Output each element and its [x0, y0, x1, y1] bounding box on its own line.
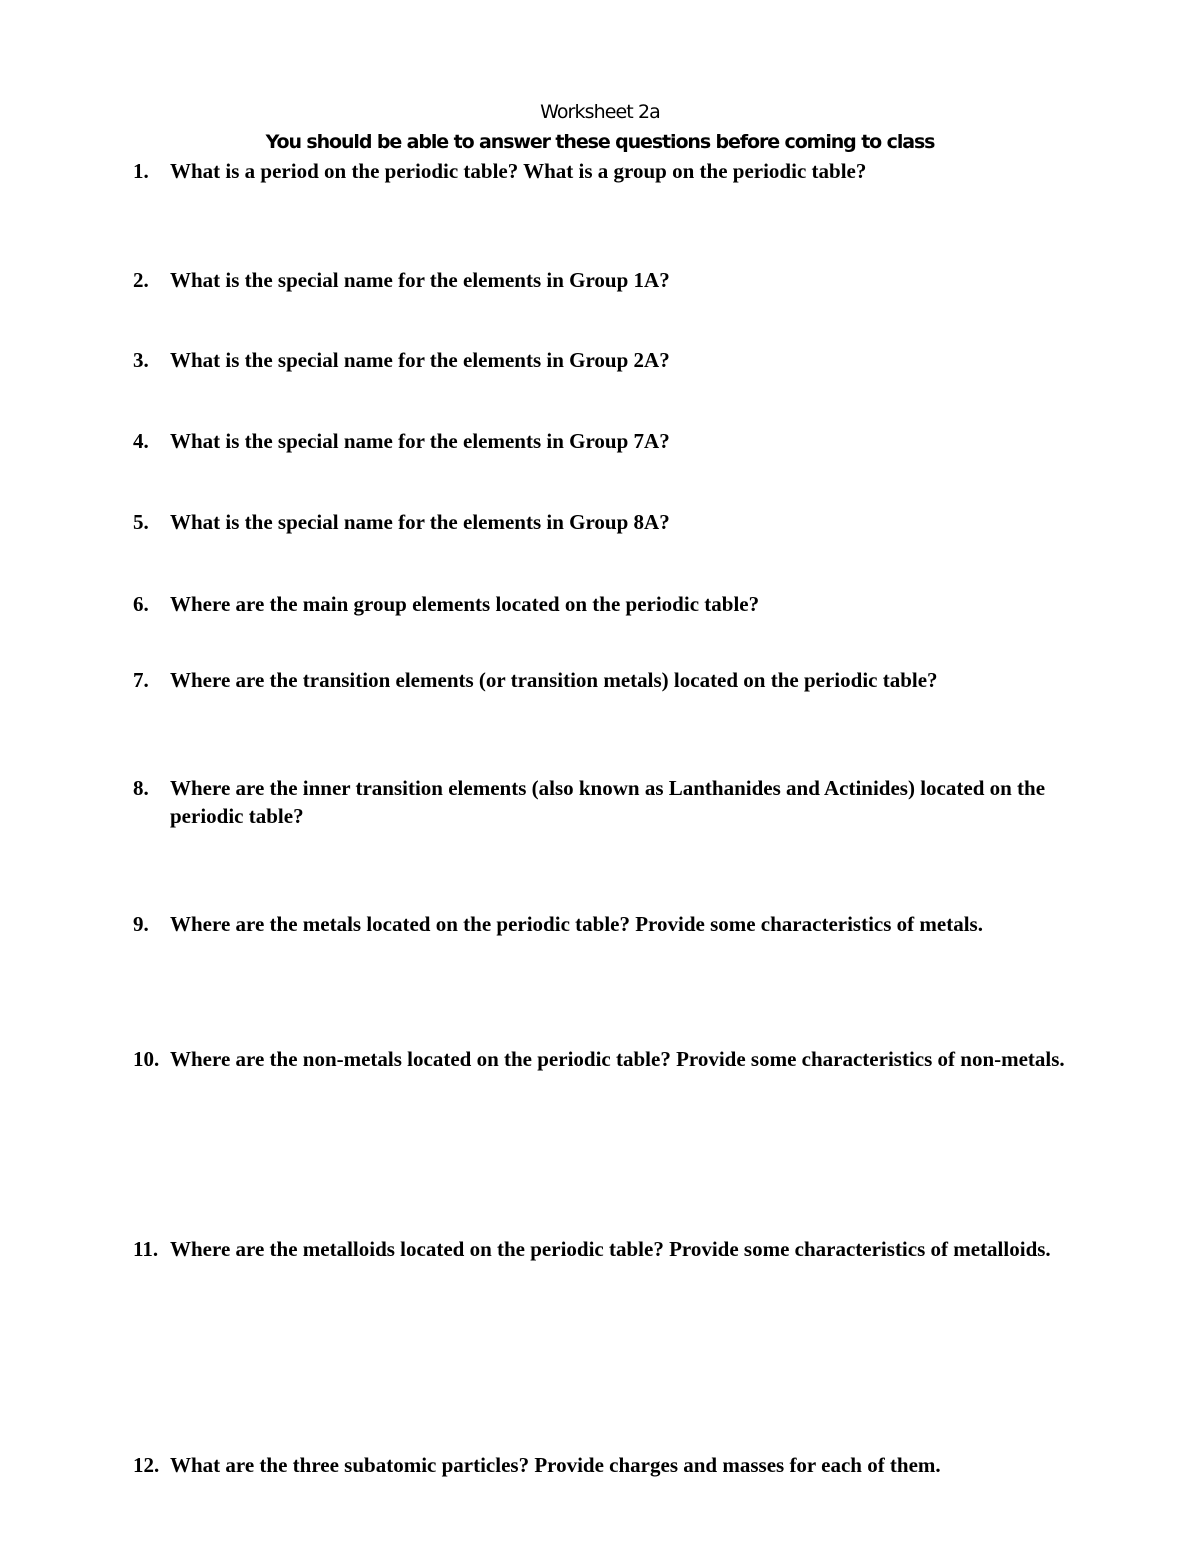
- question-1: [133, 157, 1113, 185]
- question-8: [133, 774, 1113, 830]
- question-text: What is the special name for the elements in Group 2A?: [170, 348, 670, 372]
- question-11: [133, 1235, 1113, 1263]
- question-text: Where are the non-metals located on the periodic table? Provide some characteristics of non-metals.: [170, 1047, 1065, 1071]
- question-number: 1.: [133, 159, 149, 183]
- page-subtitle: You should be able to answer these questions before coming to class: [265, 131, 935, 153]
- question-text: What is the special name for the elements in Group 1A?: [170, 268, 670, 292]
- question-number: 7.: [133, 668, 149, 692]
- question-text: Where are the metals located on the periodic table? Provide some characteristics of metals.: [170, 912, 983, 936]
- question-number: 3.: [133, 348, 149, 372]
- question-number: 11.: [133, 1237, 159, 1261]
- question-number: 10.: [133, 1047, 160, 1071]
- question-number: 2.: [133, 268, 149, 292]
- question-number: 5.: [133, 510, 149, 534]
- question-text: Where are the inner transition elements (also known as Lanthanides and Actinides) located on the periodic table?: [170, 776, 1046, 828]
- question-number: 9.: [133, 912, 149, 936]
- question-12: [133, 1451, 1113, 1479]
- question-7: [133, 666, 1113, 694]
- question-5: [133, 508, 1113, 536]
- question-2: [133, 266, 1113, 294]
- question-3: [133, 346, 1113, 374]
- question-text: Where are the transition elements (or transition metals) located on the periodic table?: [170, 668, 938, 692]
- question-number: 4.: [133, 429, 149, 453]
- question-text: What is the special name for the elements in Group 7A?: [170, 429, 670, 453]
- question-text: What is a period on the periodic table? What is a group on the periodic table?: [170, 159, 867, 183]
- question-6: [133, 590, 1113, 618]
- question-4: [133, 427, 1113, 455]
- page-title: Worksheet 2a: [540, 101, 660, 123]
- question-number: 6.: [133, 592, 149, 616]
- question-number: 12.: [133, 1453, 160, 1477]
- question-9: [133, 910, 1113, 938]
- question-text: Where are the metalloids located on the periodic table? Provide some characteristics of metalloids.: [170, 1237, 1051, 1261]
- question-text: What is the special name for the elements in Group 8A?: [170, 510, 670, 534]
- question-number: 8.: [133, 776, 149, 800]
- question-text: What are the three subatomic particles? Provide charges and masses for each of them.: [170, 1453, 941, 1477]
- question-10: [133, 1045, 1113, 1073]
- question-text: Where are the main group elements located on the periodic table?: [170, 592, 760, 616]
